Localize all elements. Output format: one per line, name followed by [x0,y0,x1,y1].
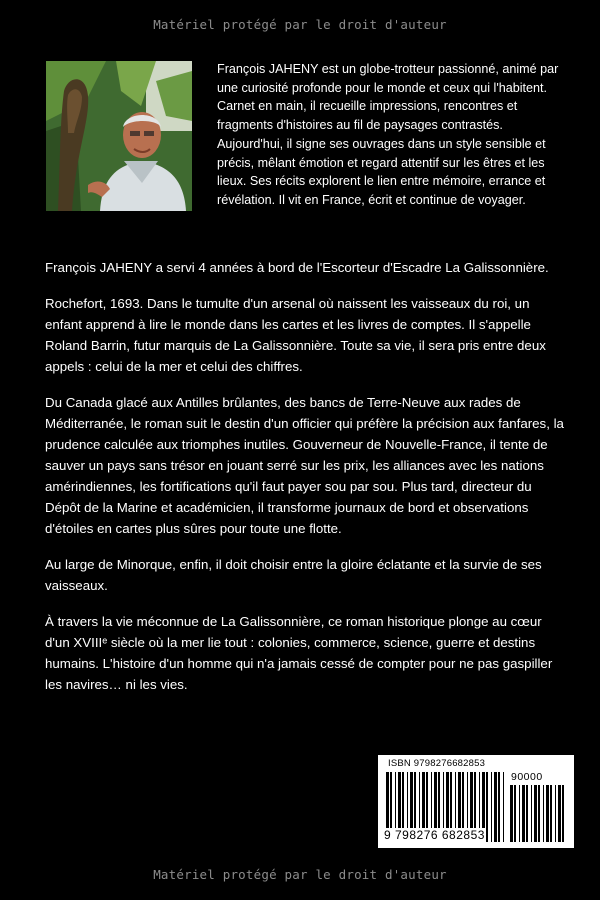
price-code: 90000 [511,771,543,783]
isbn-label: ISBN 9798276682853 [388,758,486,769]
author-photo [46,61,192,211]
back-cover-text [45,257,565,710]
synopsis-paragraph: Du Canada glacé aux Antilles brûlantes, des bancs de Terre-Neuve aux rades de Méditerranée, le roman suit le destin d'un officier qui préfère la précision aux fanfares, la prudence calculée aux triomphes inutiles. Gouverneur de Nouvelle-France, il tente de sauver un pays sans trésor en jouant serré sur les prix, les alliances avec les nations amérindiennes, les fortifications qu'il faut payer sou par sou. Plus tard, directeur du Dépôt de la Marine et académicien, il transforme journaux de bord et observations d'étoiles en cartes plus sûres pour toute une flotte. [45,395,564,536]
service-note: François JAHENY a servi 4 années à bord de l'Escorteur d'Escadre La Galissonnière. [45,260,549,275]
synopsis-paragraph: Au large de Minorque, enfin, il doit choisir entre la gloire éclatante et la survie de ses vaisseaux. [45,557,542,593]
addon-barcode-bars [510,785,566,842]
synopsis-paragraph: Rochefort, 1693. Dans le tumulte d'un arsenal où naissent les vaisseaux du roi, un enfant apprend à lire le monde dans les cartes et les livres de comptes. Il s'appelle Roland Barrin, futur marquis de La Galissonnière. Toute sa vie, il sera pris entre deux appels : celui de la mer et celui des chiffres. [45,296,546,374]
isbn-barcode [378,755,574,848]
copyright-watermark-bottom: Matériel protégé par le droit d'auteur [153,867,447,882]
copyright-watermark-top: Matériel protégé par le droit d'auteur [153,17,447,32]
synopsis-paragraph: À travers la vie méconnue de La Galissonnière, ce roman historique plonge au cœur d'un XVIIIᵉ siècle où la mer lie tout : colonies, commerce, science, guerre et destins humains. L'histoire d'un homme qui n'a jamais cessé de compter pour ne pas gaspiller les navires… ni les vies. [45,614,553,692]
author-bio: François JAHENY est un globe-trotteur passionné, animé par une curiosité profonde pour le monde et ceux qui l'habitent. Carnet en main, il recueille impressions, rencontres et fragments d'histoires au fil de paysages contrastés. Aujourd'hui, il signe ses ouvrages dans un style sensible et précis, mêlant émotion et regard attentif sur les êtres et les lieux. Ses récits explorent le lien entre mémoire, errance et révélation. Il vit en France, écrit et continue de voyager. [217,62,559,207]
isbn-digits: 9 798276 682853 [384,828,485,842]
